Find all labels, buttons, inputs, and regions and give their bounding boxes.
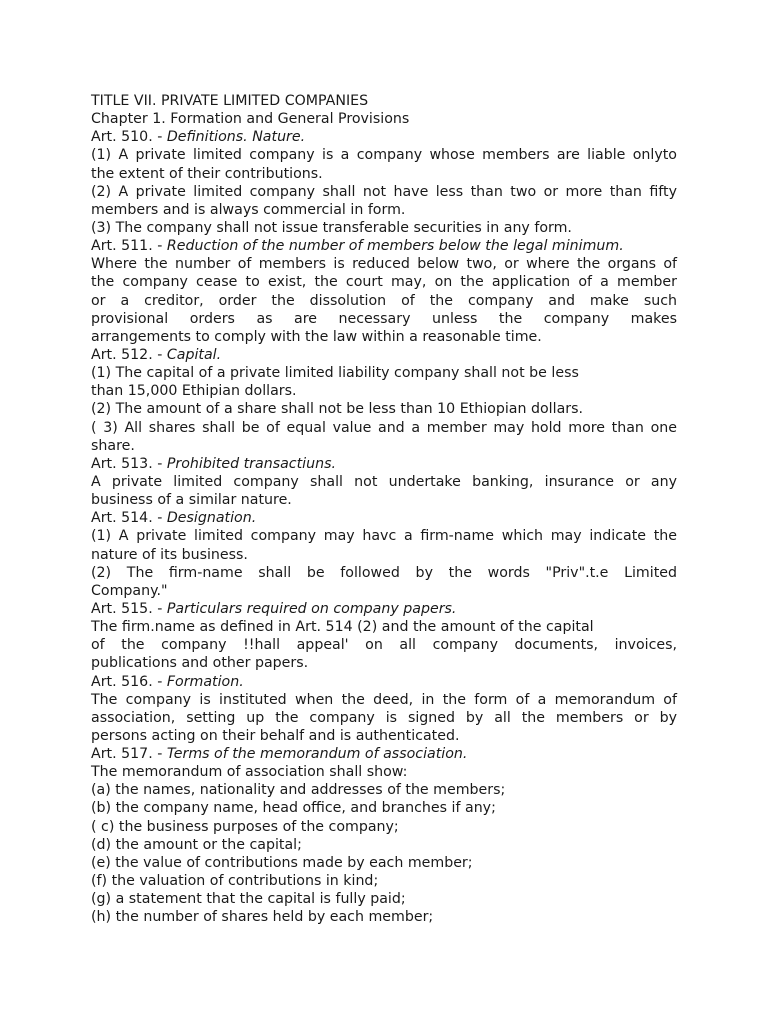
- article-title: Prohibited transactiuns.: [166, 455, 336, 472]
- article-heading: [91, 128, 677, 146]
- article-title: Particulars required on company papers.: [166, 600, 457, 617]
- article-title: Designation.: [166, 510, 257, 527]
- article-title: Capital.: [166, 346, 222, 363]
- article-line: (2) The firm-name shall be followed by the words "Priv".t.e Limited: [91, 564, 677, 581]
- list-item: ( c) the business purposes of the company;: [91, 818, 399, 835]
- list-item: (d) the amount or the capital;: [91, 836, 302, 853]
- list-item: (f) the valuation of contributions in kind;: [91, 873, 379, 890]
- article-line: (2) The amount of a share shall not be less than 10 Ethiopian dollars.: [91, 401, 583, 418]
- article-heading: [91, 673, 677, 691]
- article-number: Art. 511. -: [91, 238, 167, 255]
- article-line: persons acting on their behalf and is authenticated.: [91, 727, 460, 744]
- article-heading: [91, 600, 677, 618]
- article-line: (3) The company shall not issue transferable securities in any form.: [91, 219, 572, 236]
- article-line: than 15,000 Ethipian dollars.: [91, 383, 297, 400]
- list-item: (e) the value of contributions made by each member;: [91, 854, 473, 871]
- article-number: Art. 515. -: [91, 600, 167, 617]
- chapter-heading: Chapter 1. Formation and General Provisions: [91, 111, 410, 128]
- article-title: Formation.: [166, 673, 244, 690]
- article-line: business of a similar nature.: [91, 492, 292, 509]
- article-line: or a creditor, order the dissolution of the company and make such: [91, 292, 677, 309]
- article-line: (1) The capital of a private limited liability company shall not be less: [91, 365, 579, 382]
- article-line: nature of its business.: [91, 546, 248, 563]
- article-title: Definitions. Nature.: [166, 129, 306, 146]
- list-item: (a) the names, nationality and addresses of the members;: [91, 782, 506, 799]
- article-number: Art. 516. -: [91, 673, 167, 690]
- document-page: [91, 92, 677, 926]
- article-heading: [91, 346, 677, 364]
- article-line: The firm.name as defined in Art. 514 (2) and the amount of the capital: [91, 619, 594, 636]
- list-item: (b) the company name, head office, and branches if any;: [91, 800, 496, 817]
- article-title: Terms of the memorandum of association.: [166, 746, 468, 763]
- article-number: Art. 512. -: [91, 346, 167, 363]
- article-heading: [91, 509, 677, 527]
- article-line: The company is instituted when the deed, in the form of a memorandum of: [91, 691, 677, 708]
- article-line: members and is always commercial in form.: [91, 201, 406, 218]
- article-line: ( 3) All shares shall be of equal value and a member may hold more than one: [91, 419, 677, 436]
- article-line: arrangements to comply with the law within a reasonable time.: [91, 328, 542, 345]
- article-heading: [91, 237, 677, 255]
- article-title: Reduction of the number of members below the legal minimum.: [166, 238, 624, 255]
- list-item: (h) the number of shares held by each member;: [91, 909, 434, 926]
- article-line: The memorandum of association shall show:: [91, 764, 408, 781]
- article-line: provisional orders as are necessary unless the company makes: [91, 310, 677, 327]
- article-line: (1) A private limited company may havc a firm-name which may indicate the: [91, 528, 677, 545]
- article-line: the extent of their contributions.: [91, 165, 323, 182]
- article-line: association, setting up the company is signed by all the members or by: [91, 709, 677, 726]
- article-line: Company.": [91, 582, 168, 599]
- article-heading: [91, 455, 677, 473]
- article-number: Art. 513. -: [91, 455, 167, 472]
- article-line: A private limited company shall not undertake banking, insurance or any: [91, 473, 677, 490]
- article-line: the company cease to exist, the court may, on the application of a member: [91, 274, 677, 291]
- article-line: Where the number of members is reduced below two, or where the organs of: [91, 256, 677, 273]
- list-item: (g) a statement that the capital is fully paid;: [91, 891, 406, 908]
- article-line: (1) A private limited company is a company whose members are liable onlyto: [91, 147, 677, 164]
- article-line: (2) A private limited company shall not have less than two or more than fifty: [91, 183, 677, 200]
- article-line: share.: [91, 437, 135, 454]
- article-heading: [91, 745, 677, 763]
- article-line: publications and other papers.: [91, 655, 309, 672]
- article-line: of the company !!hall appeal' on all company documents, invoices,: [91, 637, 677, 654]
- document-title: TITLE VII. PRIVATE LIMITED COMPANIES: [91, 93, 369, 109]
- article-number: Art. 514. -: [91, 510, 167, 527]
- article-number: Art. 510. -: [91, 129, 167, 146]
- article-number: Art. 517. -: [91, 746, 167, 763]
